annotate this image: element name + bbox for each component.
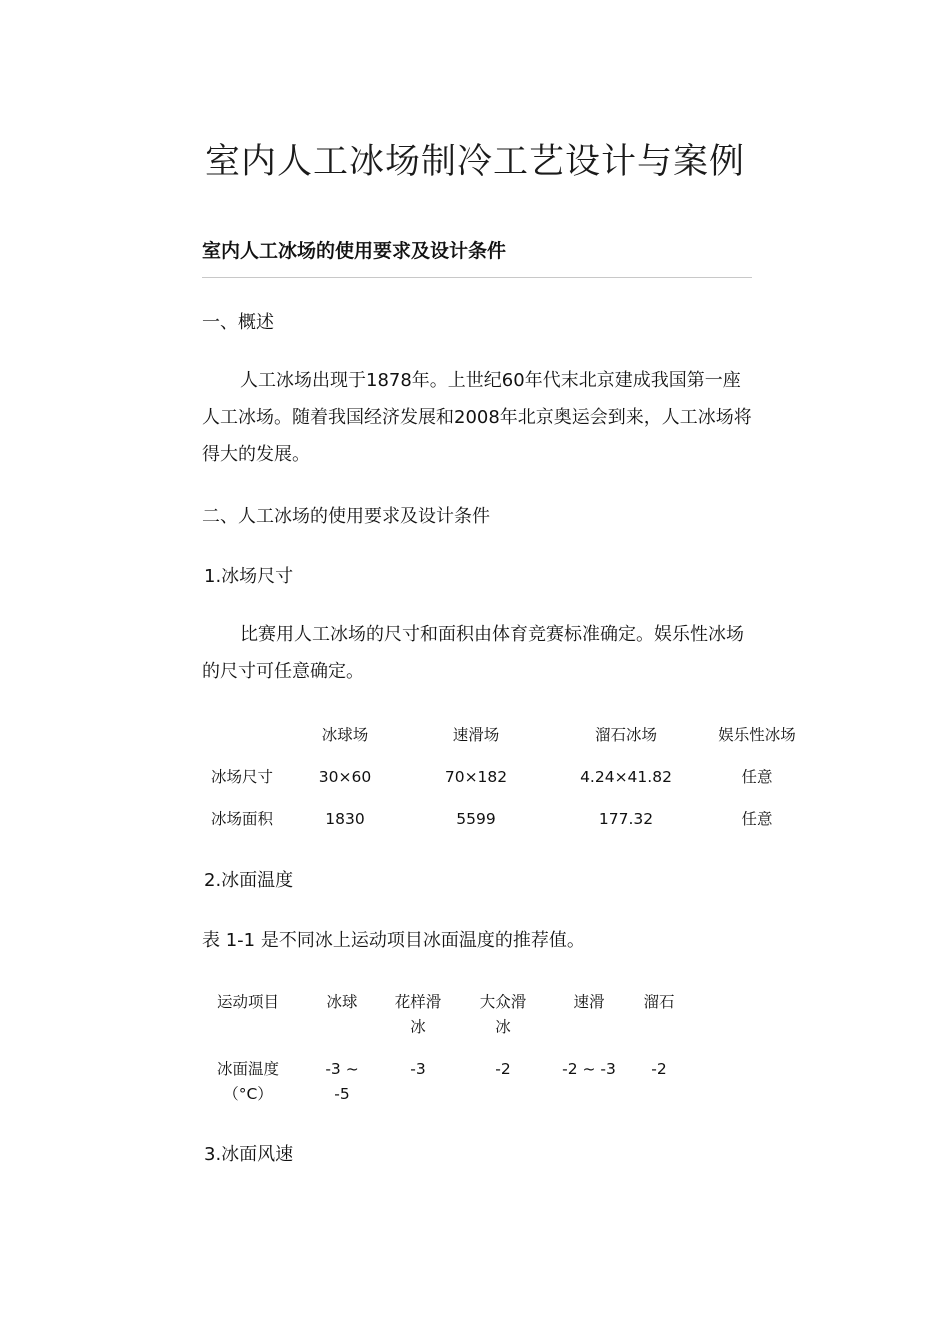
heading-rink-size: 1.冰场尺寸 — [204, 566, 294, 587]
table-cell: 5599 — [456, 810, 496, 828]
table-header: 溜石冰场 — [594, 726, 657, 744]
table-cell: 70×182 — [444, 768, 508, 786]
table-cell: -2 — [495, 1060, 511, 1078]
table-row-label: 冰场面积 — [210, 810, 273, 828]
table-header: 娱乐性冰场 — [718, 726, 796, 744]
table-header: 冰球 — [326, 993, 358, 1011]
table-cell: -3 ~ -5 — [325, 1060, 359, 1103]
table-header: 溜石 — [643, 993, 675, 1011]
heading-ice-wind-speed: 3.冰面风速 — [204, 1144, 294, 1165]
heading-overview: 一、概述 — [202, 312, 274, 333]
table-cell: 4.24×41.82 — [580, 768, 672, 786]
table-header: 大众滑冰 — [479, 993, 527, 1036]
table-cell: 任意 — [741, 810, 773, 828]
paragraph-overview — [202, 362, 754, 473]
table-cell: 任意 — [741, 768, 773, 786]
table-header: 速滑场 — [452, 726, 500, 744]
table-header: 冰球场 — [321, 726, 369, 744]
heading-requirements: 二、人工冰场的使用要求及设计条件 — [202, 506, 490, 527]
paragraph-rink-size-text: 比赛用人工冰场的尺寸和面积由体育竞赛标准确定。娱乐性冰场的尺寸可任意确定。 — [202, 624, 744, 682]
section-subtitle: 室内人工冰场的使用要求及设计条件 — [202, 240, 507, 262]
table-cell: -2 — [651, 1060, 667, 1078]
heading-ice-temperature: 2.冰面温度 — [204, 870, 294, 891]
paragraph-table-note: 表 1-1 是不同冰上运动项目冰面温度的推荐值。 — [202, 930, 585, 951]
table-cell: 30×60 — [318, 768, 372, 786]
table-header: 花样滑冰 — [394, 993, 442, 1036]
table-row-label: 冰面温度（°C） — [216, 1060, 279, 1103]
paragraph-overview-text: 人工冰场出现于1878年。上世纪60年代末北京建成我国第一座人工冰场。随着我国经济发展和2008年北京奥运会到来，人工冰场将得大的发展。 — [202, 370, 752, 465]
document-title: 室内人工冰场制冷工艺设计与案例 — [204, 142, 745, 182]
table-cell: 177.32 — [598, 810, 654, 828]
table-cell: -3 — [410, 1060, 426, 1078]
table-row-label: 冰场尺寸 — [210, 768, 273, 786]
table-header: 运动项目 — [216, 993, 279, 1011]
table-header: 速滑 — [573, 993, 605, 1011]
paragraph-rink-size — [202, 616, 754, 690]
divider — [202, 277, 752, 278]
table-cell: 1830 — [325, 810, 365, 828]
table-cell: -2 ~ -3 — [562, 1060, 616, 1078]
